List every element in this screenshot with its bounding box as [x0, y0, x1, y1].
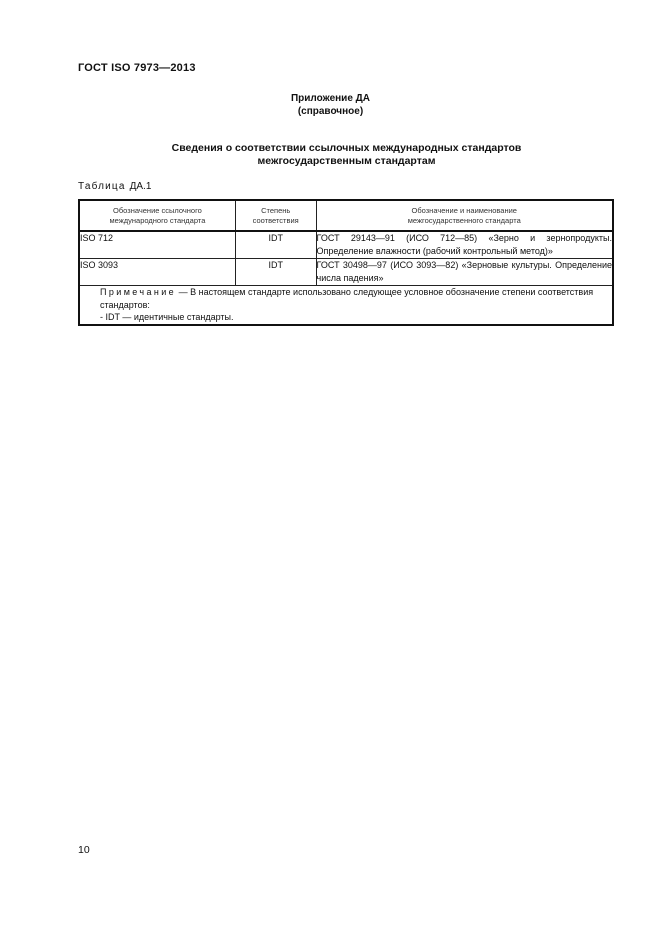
table-caption-prefix: Таблица: [78, 181, 126, 192]
header-international-standard: [79, 200, 235, 231]
header-col1-line2: международного стандарта: [109, 215, 206, 225]
standard-code-header: ГОСТ ISO 7973—2013: [78, 62, 196, 74]
cell-degree: IDT: [235, 259, 316, 286]
cell-interstate: ГОСТ 30498—97 (ИСО 3093—82) «Зерновые культуры. Определение числа падения»: [316, 259, 613, 286]
section-title-line-1: Сведения о соответствии ссылочных международных стандартов: [171, 142, 522, 154]
note-text: — В настоящем стандарте использовано следующее условное обозначение степени соответствия стандартов:: [100, 287, 594, 310]
table-note: [79, 286, 613, 325]
cell-international: ISO 3093: [79, 259, 235, 286]
note-label: Примечание: [100, 287, 177, 297]
header-col3-line1: Обозначение и наименование: [411, 205, 517, 215]
appendix-subtitle: (справочное): [297, 106, 364, 117]
note-item: - IDT — идентичные стандарты.: [100, 312, 234, 322]
table-caption: [78, 181, 151, 192]
header-degree-of-conformity: [235, 200, 316, 231]
note-paragraph: [80, 286, 612, 311]
table-header-row: [79, 200, 613, 231]
table-note-row: [79, 286, 613, 325]
cell-interstate: ГОСТ 29143—91 (ИСО 712—85) «Зерно и зернопродукты. Определение влажности (рабочий контрольный метод)»: [316, 231, 613, 259]
cell-international: ISO 712: [79, 231, 235, 259]
reference-standards-table: [78, 199, 614, 326]
header-interstate-standard: [316, 200, 613, 231]
appendix-heading: [0, 92, 661, 118]
header-col2-line1: Степень: [261, 205, 291, 215]
appendix-title: Приложение ДА: [290, 93, 371, 104]
header-col2-line2: соответствия: [252, 215, 299, 225]
page-number: 10: [78, 844, 90, 856]
table-caption-number: ДА.1: [129, 181, 152, 192]
table-row: [79, 231, 613, 259]
header-col1-line1: Обозначение ссылочного: [113, 205, 202, 215]
section-title: [0, 142, 661, 168]
section-title-line-2: межгосударственным стандартам: [257, 155, 436, 167]
table-row: [79, 259, 613, 286]
header-col3-line2: межгосударственного стандарта: [407, 215, 521, 225]
cell-degree: IDT: [235, 231, 316, 259]
